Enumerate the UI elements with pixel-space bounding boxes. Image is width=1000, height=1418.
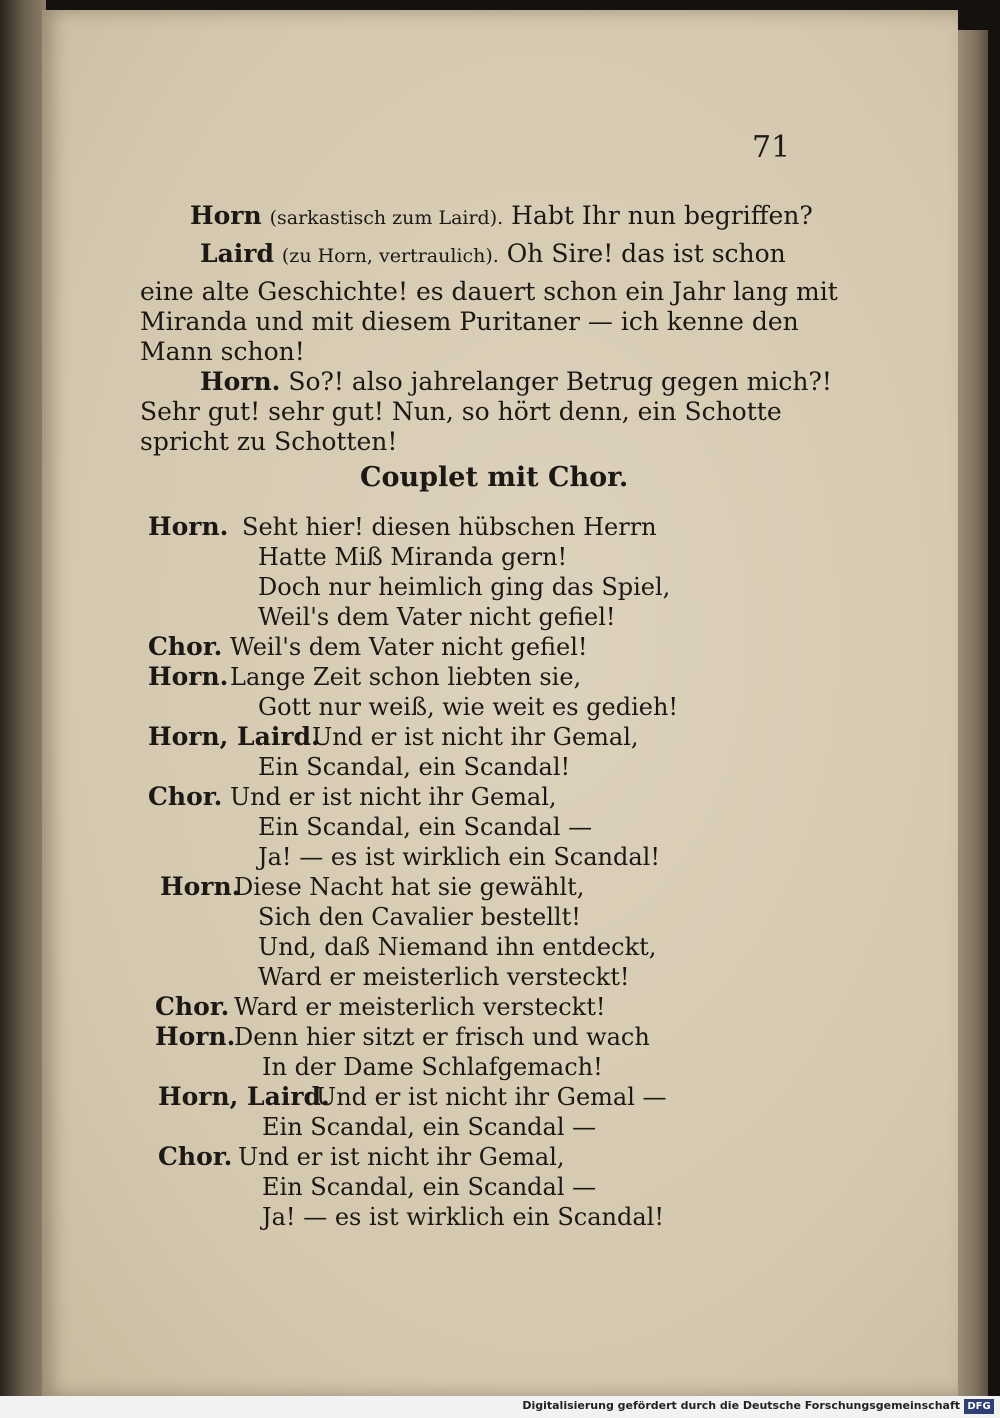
prose-line [140, 396, 782, 428]
verse-line: Diese Nacht hat sie gewählt, [234, 873, 585, 901]
footer-credit-text: Digitalisierung gefördert durch die Deutsche Forschungsgemeinschaft [522, 1399, 960, 1412]
speaker-label: Horn [190, 201, 262, 230]
speaker-label: Horn. [200, 367, 281, 396]
verse-line: Und er ist nicht ihr Gemal, [312, 723, 639, 751]
speaker-label: Chor. [158, 1142, 233, 1171]
verse-line: Hatte Miß Miranda gern! [258, 543, 568, 571]
verse-line: Weil's dem Vater nicht gefiel! [230, 633, 588, 661]
verse-line: Weil's dem Vater nicht gefiel! [258, 603, 616, 631]
speaker-label: Chor. [148, 632, 223, 661]
line-text: spricht zu Schotten! [140, 427, 398, 456]
verse-line: Und er ist nicht ihr Gemal, [238, 1143, 565, 1171]
verse-line: Und er ist nicht ihr Gemal — [316, 1083, 667, 1111]
prose-line [140, 306, 799, 338]
page-number: 71 [752, 130, 791, 165]
line-text: eine alte Geschichte! es dauert schon ein Jahr lang mit [140, 277, 838, 306]
verse-line: Ein Scandal, ein Scandal — [258, 813, 593, 841]
prose-line [190, 200, 813, 234]
verse-line: Gott nur weiß, wie weit es gedieh! [258, 693, 679, 721]
speaker-label: Horn. [160, 872, 241, 901]
prose-line [200, 238, 786, 272]
prose-line [140, 426, 397, 458]
line-text: Mann schon! [140, 337, 305, 366]
prose-line [140, 276, 838, 308]
line-text: Oh Sire! das ist schon [506, 239, 786, 268]
verse-line: In der Dame Schlafgemach! [262, 1053, 603, 1081]
footer-bar [0, 1396, 1000, 1418]
verse-line: Denn hier sitzt er frisch und wach [234, 1023, 650, 1051]
section-heading: Couplet mit Chor. [360, 462, 629, 493]
left-page-edge [0, 0, 46, 1396]
verse-line: Ward er meisterlich versteckt! [234, 993, 606, 1021]
verse-line: Ja! — es ist wirklich ein Scandal! [258, 843, 660, 871]
line-text: Miranda und mit diesem Puritaner — ich kenne den [140, 307, 799, 336]
stage-direction: (sarkastisch zum Laird). [269, 207, 504, 229]
verse-line: Seht hier! diesen hübschen Herrn [242, 513, 657, 541]
stage-direction: (zu Horn, vertraulich). [281, 245, 499, 267]
right-page-edge [958, 30, 988, 1396]
verse-line: Und, daß Niemand ihn entdeckt, [258, 933, 657, 961]
verse-line: Ja! — es ist wirklich ein Scandal! [262, 1203, 664, 1231]
speaker-label: Chor. [148, 782, 223, 811]
speaker-label: Horn. [148, 662, 229, 691]
prose-line [200, 366, 832, 398]
verse-line: Ein Scandal, ein Scandal! [258, 753, 571, 781]
line-text: Habt Ihr nun begriffen? [511, 201, 813, 230]
line-text: So?! also jahrelanger Betrug gegen mich?! [288, 367, 832, 396]
prose-line [140, 336, 305, 368]
speaker-label: Horn, Laird. [158, 1082, 330, 1111]
line-text: Sehr gut! sehr gut! Nun, so hört denn, ein Schotte [140, 397, 782, 426]
speaker-label: Horn, Laird. [148, 722, 320, 751]
verse-line: Ein Scandal, ein Scandal — [262, 1173, 597, 1201]
speaker-label: Chor. [155, 992, 230, 1021]
speaker-label: Horn. [155, 1022, 236, 1051]
verse-line: Lange Zeit schon liebten sie, [230, 663, 582, 691]
verse-line: Und er ist nicht ihr Gemal, [230, 783, 557, 811]
dfg-logo-icon: DFG [964, 1399, 994, 1414]
verse-line: Doch nur heimlich ging das Spiel, [258, 573, 671, 601]
verse-line: Ein Scandal, ein Scandal — [262, 1113, 597, 1141]
speaker-label: Horn. [148, 512, 229, 541]
speaker-label: Laird [200, 239, 274, 268]
verse-line: Sich den Cavalier bestellt! [258, 903, 581, 931]
verse-line: Ward er meisterlich versteckt! [258, 963, 630, 991]
